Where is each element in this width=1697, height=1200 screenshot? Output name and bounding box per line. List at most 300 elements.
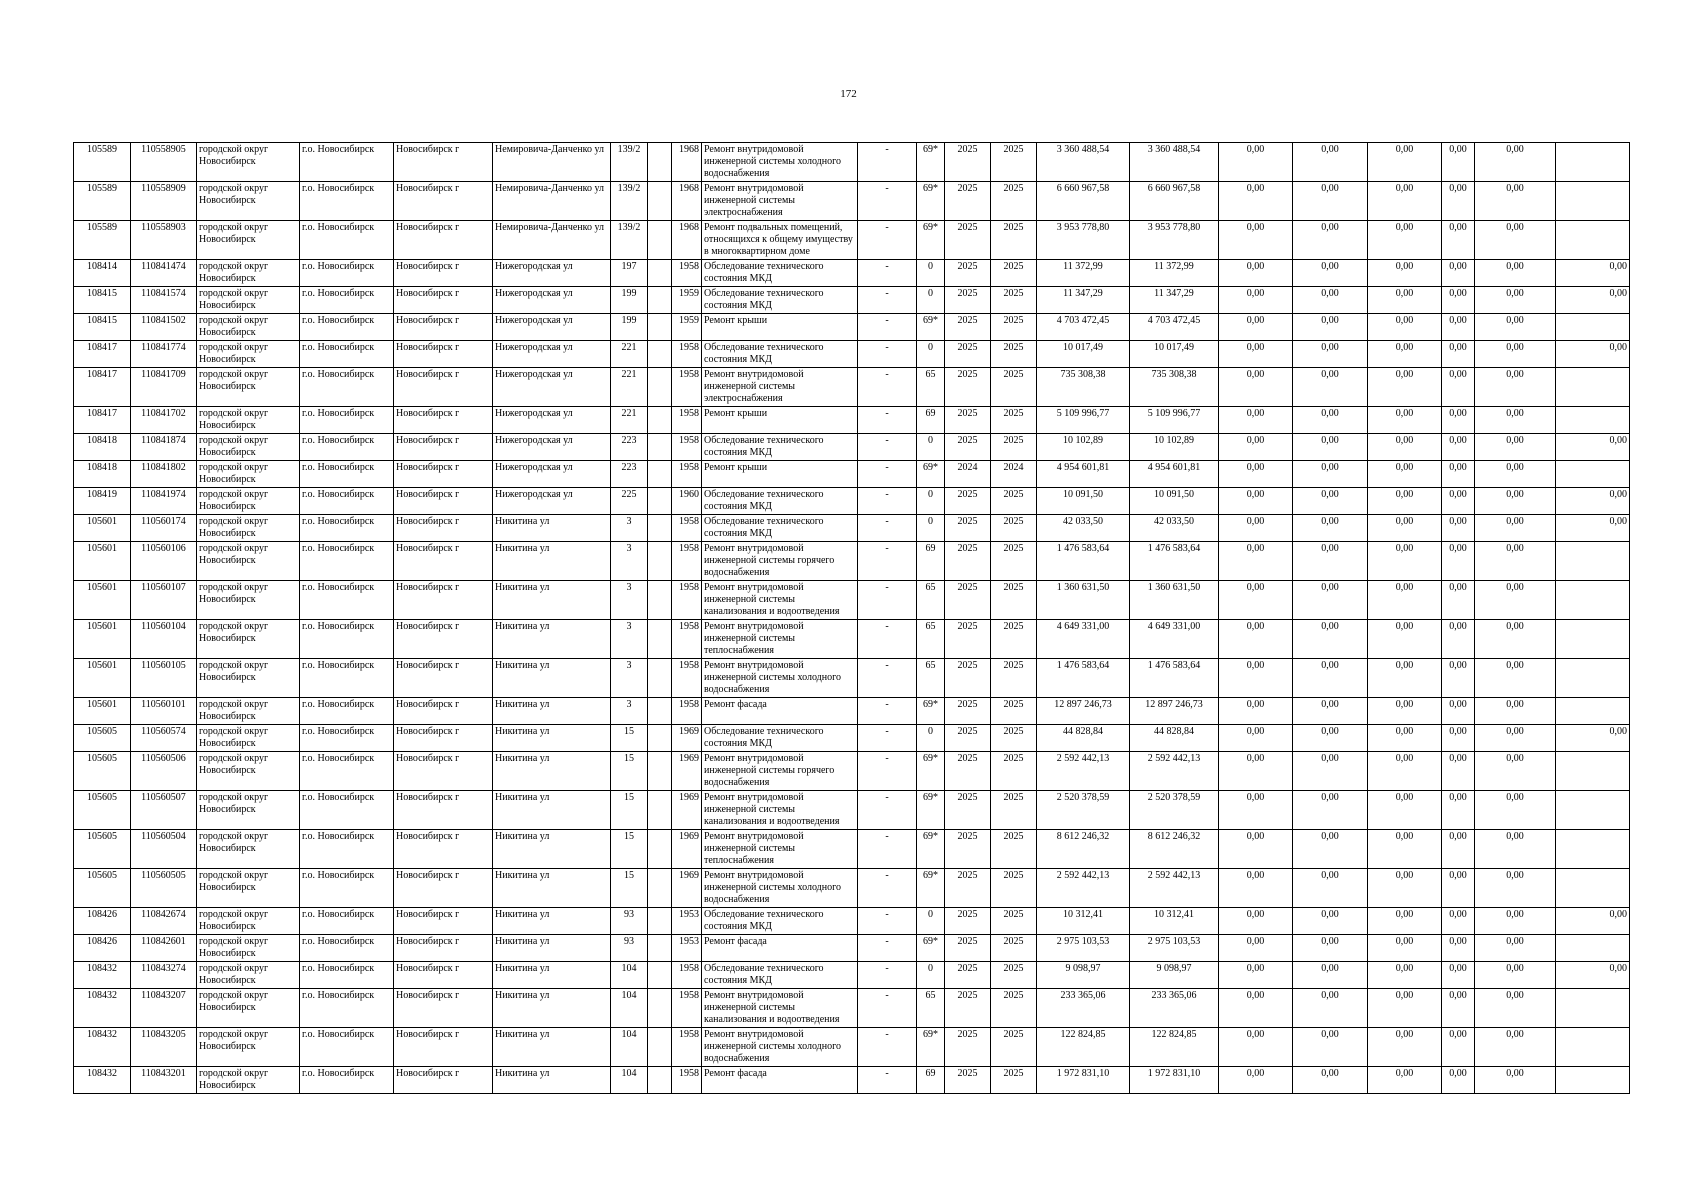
municipality-cell: городской округ Новосибирск [197, 341, 300, 368]
object-id-cell: 108432 [74, 1028, 131, 1067]
work-code-cell: 110558909 [131, 182, 197, 221]
work-code-cell: 110841474 [131, 260, 197, 287]
fund-5-cell: 0,00 [1475, 698, 1556, 725]
fund-3-cell: 0,00 [1368, 488, 1442, 515]
fund-4-cell: 0,00 [1442, 461, 1475, 488]
object-id-cell: 108415 [74, 287, 131, 314]
fund-2-cell: 0,00 [1293, 869, 1368, 908]
plan-year-end-cell: 2025 [991, 515, 1037, 542]
unit-cell: - [858, 581, 917, 620]
cost-cell: 1 972 831,10 [1037, 1067, 1130, 1094]
table-row [74, 143, 1630, 182]
fund-3-cell: 0,00 [1368, 221, 1442, 260]
plan-year-end-cell: 2025 [991, 143, 1037, 182]
build-year-cell: 1969 [672, 830, 702, 869]
wear-percent-cell: 0 [917, 908, 945, 935]
unit-cell: - [858, 791, 917, 830]
district-cell: г.о. Новосибирск [300, 791, 394, 830]
object-id-cell: 108432 [74, 1067, 131, 1094]
district-cell: г.о. Новосибирск [300, 752, 394, 791]
fund-6-cell [1556, 143, 1630, 182]
wear-percent-cell: 69* [917, 869, 945, 908]
building-cell [648, 434, 672, 461]
fund-3-cell: 0,00 [1368, 659, 1442, 698]
build-year-cell: 1958 [672, 962, 702, 989]
fund-3-cell: 0,00 [1368, 581, 1442, 620]
fund-1-cell: 0,00 [1219, 434, 1293, 461]
fund-3-cell: 0,00 [1368, 869, 1442, 908]
total-cost-cell: 4 703 472,45 [1130, 314, 1219, 341]
work-code-cell: 110841574 [131, 287, 197, 314]
total-cost-cell: 44 828,84 [1130, 725, 1219, 752]
fund-6-cell: 0,00 [1556, 341, 1630, 368]
fund-5-cell: 0,00 [1475, 935, 1556, 962]
fund-5-cell: 0,00 [1475, 287, 1556, 314]
district-cell: г.о. Новосибирск [300, 542, 394, 581]
city-cell: Новосибирск г [394, 434, 493, 461]
house-number-cell: 15 [611, 752, 648, 791]
total-cost-cell: 1 360 631,50 [1130, 581, 1219, 620]
work-code-cell: 110841702 [131, 407, 197, 434]
plan-year-start-cell: 2025 [945, 1028, 991, 1067]
fund-3-cell: 0,00 [1368, 260, 1442, 287]
cost-cell: 11 372,99 [1037, 260, 1130, 287]
wear-percent-cell: 69* [917, 314, 945, 341]
street-cell: Нижегородская ул [493, 260, 611, 287]
fund-5-cell: 0,00 [1475, 461, 1556, 488]
cost-cell: 10 017,49 [1037, 341, 1130, 368]
work-code-cell: 110560105 [131, 659, 197, 698]
municipality-cell: городской округ Новосибирск [197, 1067, 300, 1094]
work-type-cell: Ремонт фасада [702, 1067, 858, 1094]
building-cell [648, 581, 672, 620]
fund-3-cell: 0,00 [1368, 461, 1442, 488]
district-cell: г.о. Новосибирск [300, 1067, 394, 1094]
total-cost-cell: 11 347,29 [1130, 287, 1219, 314]
fund-1-cell: 0,00 [1219, 542, 1293, 581]
object-id-cell: 105589 [74, 182, 131, 221]
house-number-cell: 3 [611, 542, 648, 581]
cost-cell: 4 954 601,81 [1037, 461, 1130, 488]
fund-2-cell: 0,00 [1293, 368, 1368, 407]
work-type-cell: Ремонт внутридомовой инженерной системы канализования и водоотведения [702, 791, 858, 830]
wear-percent-cell: 69* [917, 143, 945, 182]
fund-3-cell: 0,00 [1368, 725, 1442, 752]
building-cell [648, 791, 672, 830]
table-row [74, 1028, 1630, 1067]
fund-5-cell: 0,00 [1475, 407, 1556, 434]
unit-cell: - [858, 488, 917, 515]
plan-year-end-cell: 2025 [991, 962, 1037, 989]
house-number-cell: 221 [611, 368, 648, 407]
municipality-cell: городской округ Новосибирск [197, 143, 300, 182]
city-cell: Новосибирск г [394, 1067, 493, 1094]
city-cell: Новосибирск г [394, 752, 493, 791]
fund-5-cell: 0,00 [1475, 581, 1556, 620]
fund-2-cell: 0,00 [1293, 752, 1368, 791]
district-cell: г.о. Новосибирск [300, 1028, 394, 1067]
unit-cell: - [858, 407, 917, 434]
fund-1-cell: 0,00 [1219, 869, 1293, 908]
work-type-cell: Ремонт внутридомовой инженерной системы холодного водоснабжения [702, 869, 858, 908]
house-number-cell: 93 [611, 935, 648, 962]
table-row [74, 659, 1630, 698]
district-cell: г.о. Новосибирск [300, 314, 394, 341]
cost-cell: 233 365,06 [1037, 989, 1130, 1028]
unit-cell: - [858, 830, 917, 869]
fund-2-cell: 0,00 [1293, 935, 1368, 962]
building-cell [648, 542, 672, 581]
build-year-cell: 1959 [672, 314, 702, 341]
work-type-cell: Ремонт крыши [702, 314, 858, 341]
house-number-cell: 223 [611, 434, 648, 461]
work-code-cell: 110560506 [131, 752, 197, 791]
table-row [74, 830, 1630, 869]
build-year-cell: 1968 [672, 182, 702, 221]
build-year-cell: 1968 [672, 143, 702, 182]
street-cell: Никитина ул [493, 869, 611, 908]
city-cell: Новосибирск г [394, 581, 493, 620]
build-year-cell: 1958 [672, 698, 702, 725]
build-year-cell: 1969 [672, 725, 702, 752]
city-cell: Новосибирск г [394, 620, 493, 659]
fund-5-cell: 0,00 [1475, 830, 1556, 869]
wear-percent-cell: 69 [917, 1067, 945, 1094]
fund-5-cell: 0,00 [1475, 515, 1556, 542]
fund-5-cell: 0,00 [1475, 182, 1556, 221]
wear-percent-cell: 0 [917, 260, 945, 287]
fund-3-cell: 0,00 [1368, 542, 1442, 581]
fund-4-cell: 0,00 [1442, 908, 1475, 935]
work-code-cell: 110841874 [131, 434, 197, 461]
unit-cell: - [858, 182, 917, 221]
fund-2-cell: 0,00 [1293, 830, 1368, 869]
house-number-cell: 15 [611, 725, 648, 752]
building-cell [648, 260, 672, 287]
fund-4-cell: 0,00 [1442, 1028, 1475, 1067]
fund-6-cell [1556, 542, 1630, 581]
fund-5-cell: 0,00 [1475, 143, 1556, 182]
building-cell [648, 989, 672, 1028]
plan-year-end-cell: 2025 [991, 287, 1037, 314]
total-cost-cell: 1 476 583,64 [1130, 542, 1219, 581]
total-cost-cell: 5 109 996,77 [1130, 407, 1219, 434]
build-year-cell: 1958 [672, 368, 702, 407]
unit-cell: - [858, 989, 917, 1028]
street-cell: Никитина ул [493, 698, 611, 725]
building-cell [648, 935, 672, 962]
cost-cell: 12 897 246,73 [1037, 698, 1130, 725]
street-cell: Нижегородская ул [493, 434, 611, 461]
district-cell: г.о. Новосибирск [300, 515, 394, 542]
house-number-cell: 3 [611, 515, 648, 542]
fund-1-cell: 0,00 [1219, 791, 1293, 830]
fund-2-cell: 0,00 [1293, 791, 1368, 830]
unit-cell: - [858, 962, 917, 989]
fund-5-cell: 0,00 [1475, 368, 1556, 407]
unit-cell: - [858, 869, 917, 908]
fund-1-cell: 0,00 [1219, 962, 1293, 989]
object-id-cell: 105605 [74, 725, 131, 752]
house-number-cell: 104 [611, 962, 648, 989]
street-cell: Никитина ул [493, 989, 611, 1028]
work-code-cell: 110558903 [131, 221, 197, 260]
cost-cell: 2 592 442,13 [1037, 869, 1130, 908]
city-cell: Новосибирск г [394, 869, 493, 908]
plan-year-start-cell: 2025 [945, 314, 991, 341]
fund-1-cell: 0,00 [1219, 461, 1293, 488]
plan-year-start-cell: 2025 [945, 143, 991, 182]
object-id-cell: 105601 [74, 542, 131, 581]
fund-3-cell: 0,00 [1368, 434, 1442, 461]
fund-2-cell: 0,00 [1293, 143, 1368, 182]
plan-year-end-cell: 2025 [991, 368, 1037, 407]
city-cell: Новосибирск г [394, 143, 493, 182]
fund-5-cell: 0,00 [1475, 989, 1556, 1028]
table-row [74, 1067, 1630, 1094]
table-row [74, 962, 1630, 989]
fund-1-cell: 0,00 [1219, 725, 1293, 752]
wear-percent-cell: 69* [917, 182, 945, 221]
fund-2-cell: 0,00 [1293, 989, 1368, 1028]
house-number-cell: 139/2 [611, 221, 648, 260]
object-id-cell: 105601 [74, 620, 131, 659]
unit-cell: - [858, 221, 917, 260]
building-cell [648, 869, 672, 908]
district-cell: г.о. Новосибирск [300, 989, 394, 1028]
fund-4-cell: 0,00 [1442, 620, 1475, 659]
build-year-cell: 1960 [672, 488, 702, 515]
plan-year-end-cell: 2025 [991, 1067, 1037, 1094]
fund-3-cell: 0,00 [1368, 752, 1442, 791]
object-id-cell: 105605 [74, 752, 131, 791]
unit-cell: - [858, 143, 917, 182]
work-type-cell: Ремонт внутридомовой инженерной системы холодного водоснабжения [702, 143, 858, 182]
total-cost-cell: 2 592 442,13 [1130, 869, 1219, 908]
work-code-cell: 110841802 [131, 461, 197, 488]
district-cell: г.о. Новосибирск [300, 368, 394, 407]
street-cell: Немировича-Данченко ул [493, 143, 611, 182]
build-year-cell: 1958 [672, 620, 702, 659]
wear-percent-cell: 65 [917, 989, 945, 1028]
fund-4-cell: 0,00 [1442, 935, 1475, 962]
wear-percent-cell: 69* [917, 935, 945, 962]
house-number-cell: 199 [611, 314, 648, 341]
work-type-cell: Ремонт фасада [702, 935, 858, 962]
total-cost-cell: 735 308,38 [1130, 368, 1219, 407]
plan-year-start-cell: 2025 [945, 488, 991, 515]
fund-1-cell: 0,00 [1219, 581, 1293, 620]
fund-6-cell [1556, 698, 1630, 725]
district-cell: г.о. Новосибирск [300, 869, 394, 908]
street-cell: Никитина ул [493, 659, 611, 698]
page-number: 172 [840, 88, 857, 100]
city-cell: Новосибирск г [394, 407, 493, 434]
object-id-cell: 108432 [74, 989, 131, 1028]
work-type-cell: Обследование технического состояния МКД [702, 962, 858, 989]
city-cell: Новосибирск г [394, 830, 493, 869]
total-cost-cell: 1 972 831,10 [1130, 1067, 1219, 1094]
fund-4-cell: 0,00 [1442, 1067, 1475, 1094]
house-number-cell: 15 [611, 791, 648, 830]
work-code-cell: 110560107 [131, 581, 197, 620]
municipality-cell: городской округ Новосибирск [197, 434, 300, 461]
work-type-cell: Ремонт внутридомовой инженерной системы горячего водоснабжения [702, 752, 858, 791]
object-id-cell: 108426 [74, 935, 131, 962]
plan-year-end-cell: 2025 [991, 869, 1037, 908]
fund-6-cell [1556, 1067, 1630, 1094]
total-cost-cell: 2 975 103,53 [1130, 935, 1219, 962]
building-cell [648, 908, 672, 935]
city-cell: Новосибирск г [394, 935, 493, 962]
fund-4-cell: 0,00 [1442, 143, 1475, 182]
building-cell [648, 407, 672, 434]
fund-4-cell: 0,00 [1442, 962, 1475, 989]
house-number-cell: 104 [611, 989, 648, 1028]
cost-cell: 3 360 488,54 [1037, 143, 1130, 182]
fund-5-cell: 0,00 [1475, 488, 1556, 515]
object-id-cell: 108417 [74, 407, 131, 434]
fund-1-cell: 0,00 [1219, 620, 1293, 659]
cost-cell: 10 102,89 [1037, 434, 1130, 461]
total-cost-cell: 2 520 378,59 [1130, 791, 1219, 830]
fund-3-cell: 0,00 [1368, 143, 1442, 182]
build-year-cell: 1953 [672, 908, 702, 935]
object-id-cell: 108426 [74, 908, 131, 935]
fund-6-cell: 0,00 [1556, 908, 1630, 935]
plan-year-end-cell: 2025 [991, 1028, 1037, 1067]
district-cell: г.о. Новосибирск [300, 698, 394, 725]
plan-year-start-cell: 2025 [945, 368, 991, 407]
fund-2-cell: 0,00 [1293, 725, 1368, 752]
plan-year-start-cell: 2025 [945, 725, 991, 752]
fund-1-cell: 0,00 [1219, 1028, 1293, 1067]
build-year-cell: 1958 [672, 1067, 702, 1094]
wear-percent-cell: 69* [917, 698, 945, 725]
fund-2-cell: 0,00 [1293, 260, 1368, 287]
fund-4-cell: 0,00 [1442, 581, 1475, 620]
plan-year-start-cell: 2024 [945, 461, 991, 488]
work-code-cell: 110841502 [131, 314, 197, 341]
district-cell: г.о. Новосибирск [300, 260, 394, 287]
wear-percent-cell: 69* [917, 752, 945, 791]
total-cost-cell: 4 954 601,81 [1130, 461, 1219, 488]
fund-6-cell: 0,00 [1556, 434, 1630, 461]
work-code-cell: 110843274 [131, 962, 197, 989]
unit-cell: - [858, 341, 917, 368]
fund-5-cell: 0,00 [1475, 341, 1556, 368]
unit-cell: - [858, 698, 917, 725]
fund-3-cell: 0,00 [1368, 1028, 1442, 1067]
plan-year-end-cell: 2025 [991, 989, 1037, 1028]
house-number-cell: 3 [611, 659, 648, 698]
wear-percent-cell: 65 [917, 620, 945, 659]
street-cell: Никитина ул [493, 725, 611, 752]
total-cost-cell: 6 660 967,58 [1130, 182, 1219, 221]
building-cell [648, 182, 672, 221]
table-row [74, 341, 1630, 368]
fund-3-cell: 0,00 [1368, 407, 1442, 434]
fund-1-cell: 0,00 [1219, 287, 1293, 314]
plan-year-start-cell: 2025 [945, 791, 991, 830]
table-row [74, 407, 1630, 434]
fund-5-cell: 0,00 [1475, 314, 1556, 341]
district-cell: г.о. Новосибирск [300, 830, 394, 869]
city-cell: Новосибирск г [394, 221, 493, 260]
build-year-cell: 1958 [672, 407, 702, 434]
build-year-cell: 1969 [672, 791, 702, 830]
table-row [74, 461, 1630, 488]
street-cell: Нижегородская ул [493, 314, 611, 341]
municipality-cell: городской округ Новосибирск [197, 182, 300, 221]
work-code-cell: 110560507 [131, 791, 197, 830]
fund-4-cell: 0,00 [1442, 791, 1475, 830]
fund-4-cell: 0,00 [1442, 368, 1475, 407]
municipality-cell: городской округ Новосибирск [197, 488, 300, 515]
build-year-cell: 1969 [672, 752, 702, 791]
city-cell: Новосибирск г [394, 698, 493, 725]
fund-4-cell: 0,00 [1442, 989, 1475, 1028]
street-cell: Никитина ул [493, 1028, 611, 1067]
work-type-cell: Ремонт крыши [702, 461, 858, 488]
total-cost-cell: 2 592 442,13 [1130, 752, 1219, 791]
cost-cell: 5 109 996,77 [1037, 407, 1130, 434]
fund-6-cell [1556, 989, 1630, 1028]
street-cell: Нижегородская ул [493, 407, 611, 434]
fund-6-cell [1556, 935, 1630, 962]
district-cell: г.о. Новосибирск [300, 935, 394, 962]
total-cost-cell: 9 098,97 [1130, 962, 1219, 989]
fund-3-cell: 0,00 [1368, 314, 1442, 341]
municipality-cell: городской округ Новосибирск [197, 1028, 300, 1067]
cost-cell: 3 953 778,80 [1037, 221, 1130, 260]
fund-6-cell: 0,00 [1556, 488, 1630, 515]
work-type-cell: Обследование технического состояния МКД [702, 908, 858, 935]
wear-percent-cell: 69* [917, 830, 945, 869]
fund-5-cell: 0,00 [1475, 962, 1556, 989]
fund-6-cell [1556, 791, 1630, 830]
fund-2-cell: 0,00 [1293, 581, 1368, 620]
cost-cell: 2 975 103,53 [1037, 935, 1130, 962]
fund-2-cell: 0,00 [1293, 182, 1368, 221]
plan-year-start-cell: 2025 [945, 542, 991, 581]
unit-cell: - [858, 542, 917, 581]
plan-year-end-cell: 2025 [991, 407, 1037, 434]
fund-1-cell: 0,00 [1219, 407, 1293, 434]
house-number-cell: 225 [611, 488, 648, 515]
work-type-cell: Ремонт внутридомовой инженерной системы электроснабжения [702, 182, 858, 221]
build-year-cell: 1958 [672, 461, 702, 488]
plan-year-start-cell: 2025 [945, 908, 991, 935]
fund-3-cell: 0,00 [1368, 287, 1442, 314]
municipality-cell: городской округ Новосибирск [197, 620, 300, 659]
cost-cell: 1 476 583,64 [1037, 659, 1130, 698]
street-cell: Никитина ул [493, 908, 611, 935]
work-type-cell: Ремонт внутридомовой инженерной системы теплоснабжения [702, 830, 858, 869]
fund-2-cell: 0,00 [1293, 488, 1368, 515]
wear-percent-cell: 65 [917, 581, 945, 620]
municipality-cell: городской округ Новосибирск [197, 659, 300, 698]
work-code-cell: 110560574 [131, 725, 197, 752]
total-cost-cell: 10 017,49 [1130, 341, 1219, 368]
fund-3-cell: 0,00 [1368, 908, 1442, 935]
plan-year-end-cell: 2025 [991, 260, 1037, 287]
fund-6-cell [1556, 1028, 1630, 1067]
work-code-cell: 110842674 [131, 908, 197, 935]
total-cost-cell: 10 312,41 [1130, 908, 1219, 935]
fund-5-cell: 0,00 [1475, 908, 1556, 935]
house-number-cell: 221 [611, 341, 648, 368]
